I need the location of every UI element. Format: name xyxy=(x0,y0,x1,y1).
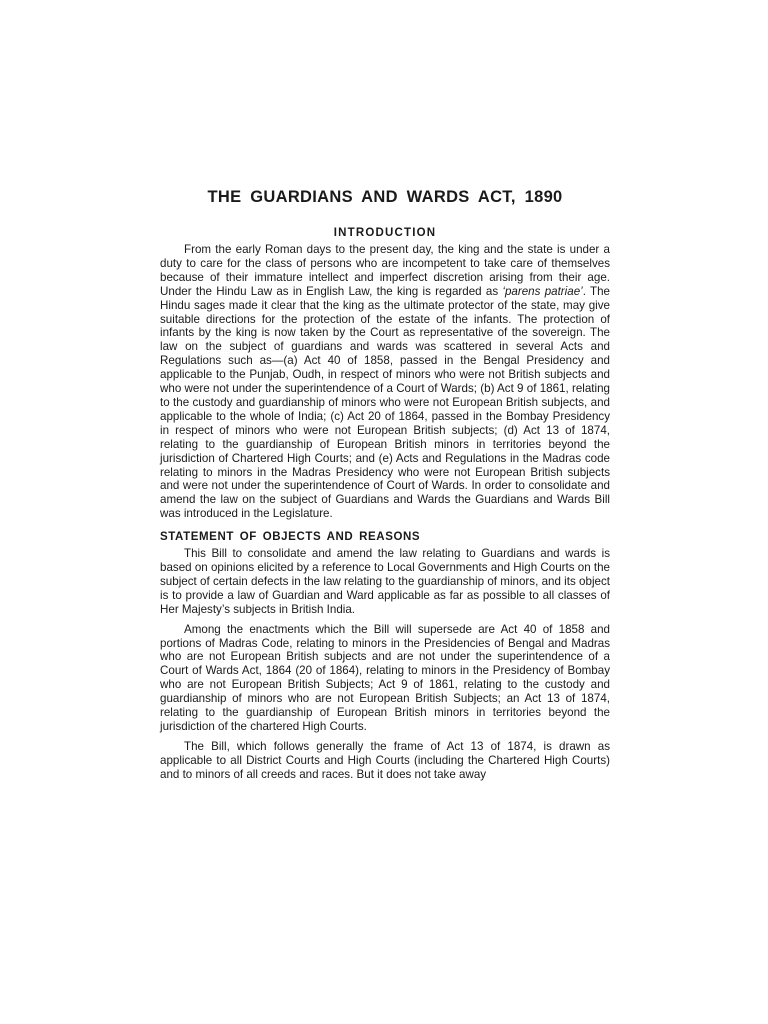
introduction-paragraph xyxy=(160,243,610,521)
document-title: THE GUARDIANS AND WARDS ACT, 1890 xyxy=(207,188,563,206)
introduction-italic-term: ‘parens patriae’ xyxy=(502,284,583,298)
statement-paragraph-1: This Bill to consolidate and amend the law relating to Guardians and wards is based on opinions elicited by a reference to Local Governments and High Courts on the subject of certain defects in the law relating to the guardianship of minors, and its object is to provide a law of Guardian and Ward applicable as far as possible to all classes of Her Majesty’s subjects in British India. xyxy=(160,547,610,616)
introduction-text-part1: From the early Roman days to the present day, the king and the state is under a duty to care for the class of persons who are incompetent to take care of themselves because of their immature intellect and imperfect discretion arising from their age. Under the Hindu Law as in English Law, the king is regarded as xyxy=(160,243,610,298)
statement-paragraph-3: The Bill, which follows generally the frame of Act 13 of 1874, is drawn as applicable to all District Courts and High Courts (including the Chartered High Courts) and to minors of all creeds and races. But it does not take away xyxy=(160,739,610,781)
introduction-heading: INTRODUCTION xyxy=(333,227,437,239)
statement-paragraph-2: Among the enactments which the Bill will supersede are Act 40 of 1858 and portions of Madras Code, relating to minors in the Presidencies of Bengal and Madras who are not European British subjects and are not under the superintendence of a Court of Wards Act, 1864 (20 of 1864), relating to minors in the Presidency of Bombay who are not European British Subjects; Act 9 of 1861, relating to the custody and guardianship of minors who are not European British Subjects; an Act 13 of 1874, relating to the guardianship of European British minors in territories beyond the jurisdiction of the chartered High Courts. xyxy=(160,622,610,733)
document-page xyxy=(160,188,610,788)
introduction-text-part2: . The Hindu sages made it clear that the king as the ultimate protector of the state, may give suitable directions for the protection of the estate of the infants. The protection of infants by the king is now taken by the Court as representative of the sovereign. The law on the subject of guardians and wards was scattered in several Acts and Regulations such as—(a) Act 40 of 1858, passed in the Bengal Presidency and applicable to the Punjab, Oudh, in respect of minors who were not British subjects and who were not under the superintendence of a Court of Wards; (b) Act 9 of 1861, relating to the custody and guardianship of minors who were not European British subjects, and applicable to the whole of India; (c) Act 20 of 1864, passed in the Bombay Presidency in respect of minors who were not European British subjects; (d) Act 13 of 1874, relating to the guardianship of European British minors in territories beyond the jurisdiction of Chartered High Courts; and (e) Acts and Regulations in the Madras code relating to minors in the Madras Presidency who were not European British subjects and were not under the superintendence of Court of Wards. In order to consolidate and amend the law on the subject of Guardians and Wards the Guardians and Wards Bill was introduced in the Legislature. xyxy=(160,284,610,521)
statement-heading: STATEMENT OF OBJECTS AND REASONS xyxy=(160,531,421,544)
